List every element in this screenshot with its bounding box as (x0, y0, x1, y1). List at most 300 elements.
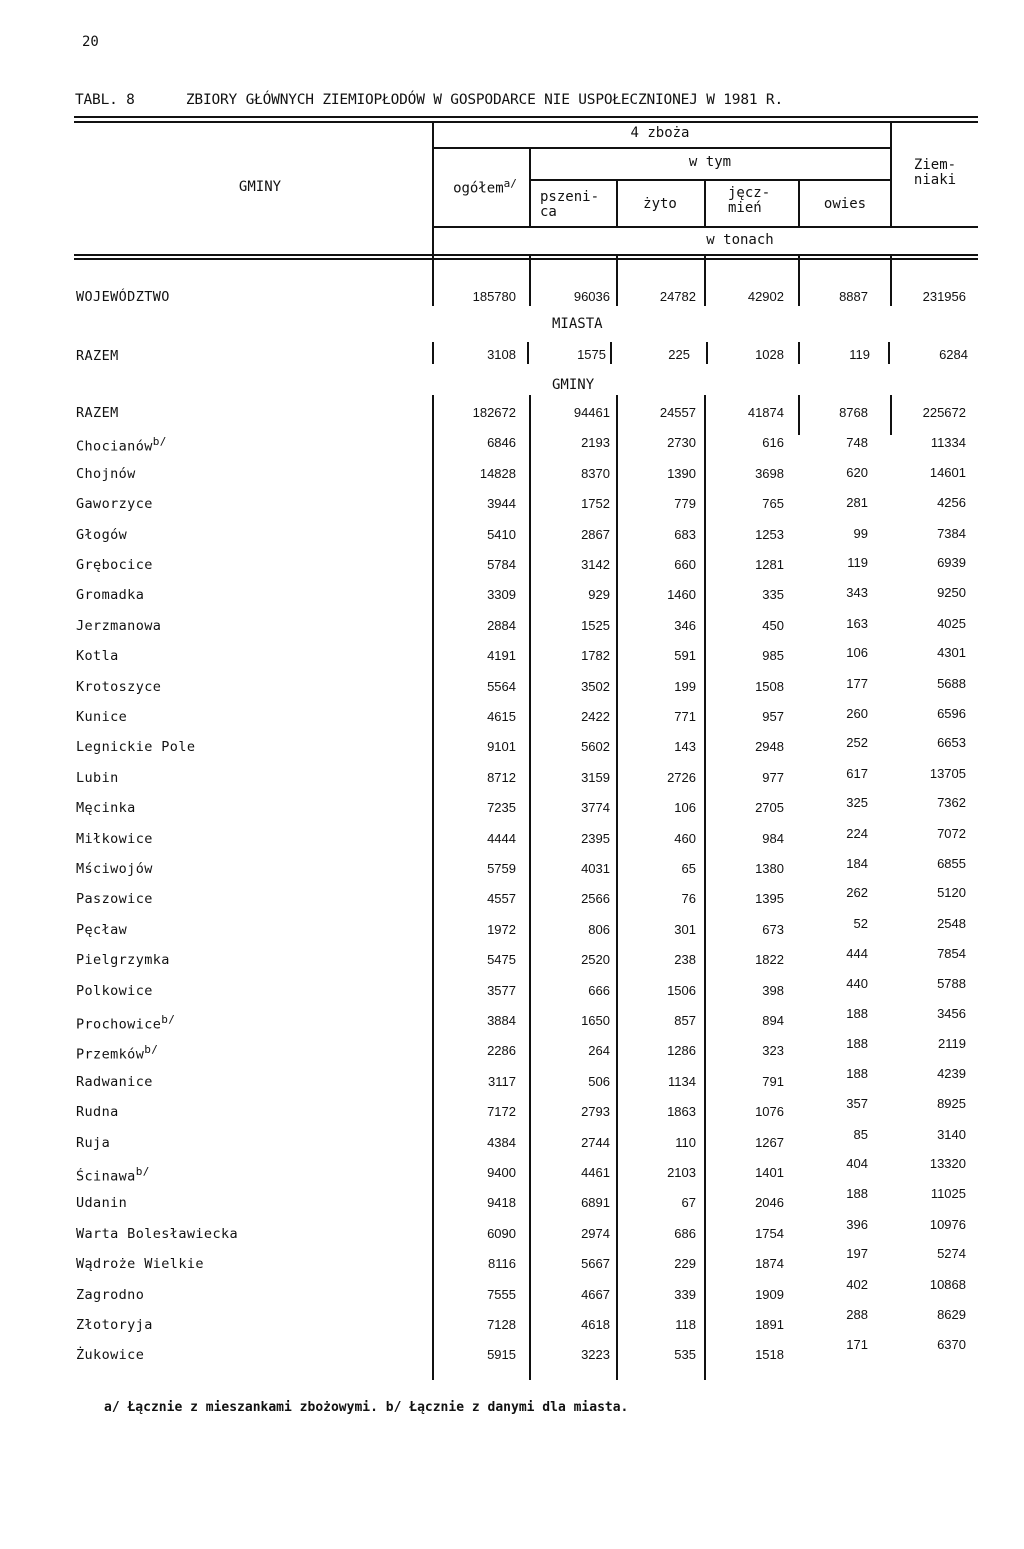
cell-pszenica: 3223 (581, 1347, 610, 1362)
cell-ziemniaki: 6939 (937, 555, 966, 571)
cell-zyto: 346 (674, 618, 696, 633)
row-name (76, 770, 119, 786)
cell-pszenica: 2793 (581, 1104, 610, 1119)
section-miasta: MIASTA (552, 316, 603, 332)
cell-zyto: 76 (681, 891, 696, 906)
row-name (76, 1135, 110, 1151)
row-name (76, 983, 153, 999)
cell-pszenica: 8370 (581, 466, 610, 481)
row-name (76, 466, 136, 482)
row-name-text: Pęcław (76, 922, 128, 938)
cell-ziemniaki: 11334 (930, 434, 966, 450)
row-name-text: Ruja (76, 1135, 111, 1151)
cell-ziemniaki: 225672 (922, 405, 966, 420)
cell-owies: 197 (846, 1246, 868, 1262)
cell-owies: 620 (846, 465, 868, 481)
page-number: 20 (82, 34, 99, 50)
cell-owies: 85 (853, 1126, 868, 1142)
cell-pszenica: 929 (588, 587, 610, 602)
cell-owies: 171 (846, 1336, 868, 1352)
cell-zyto: 2730 (667, 435, 696, 450)
cell-ogolem: 4444 (487, 831, 516, 846)
cell-pszenica: 806 (588, 922, 610, 937)
cell-zyto: 118 (675, 1317, 696, 1332)
cell-zyto: 143 (674, 739, 696, 754)
row-name-text: Ścinawa (76, 1168, 136, 1185)
row-name-text: Lubin (76, 770, 119, 786)
header-wtym-rule (531, 179, 890, 181)
row-name (76, 709, 127, 725)
cell-jeczmien: 1754 (755, 1226, 784, 1241)
row-name-text: Gromadka (76, 587, 145, 603)
header-vline-6 (890, 121, 892, 228)
cell-ogolem: 7235 (487, 800, 516, 815)
cell-ogolem: 8712 (487, 770, 516, 785)
row-name-text: Kotla (76, 648, 119, 664)
row-name (76, 405, 119, 421)
cell-zyto: 199 (674, 679, 696, 694)
cell-owies: 357 (846, 1095, 868, 1111)
miasta-pszenica: 1575 (577, 347, 606, 362)
cell-pszenica: 2566 (581, 891, 610, 906)
row-name (76, 891, 153, 907)
header-wtonach-rule (434, 226, 978, 228)
cell-owies: 8768 (839, 405, 868, 420)
row-name (76, 435, 167, 455)
cell-ziemniaki: 8629 (937, 1306, 966, 1322)
row-name-text: Prochowice (76, 1016, 162, 1033)
header-zboza-rule (434, 147, 890, 149)
cell-jeczmien: 1267 (755, 1135, 784, 1150)
row-name (76, 1287, 144, 1303)
cell-pszenica: 2867 (581, 527, 610, 542)
cell-zyto: 301 (674, 922, 696, 937)
miasta-vline-4 (706, 342, 708, 364)
cell-ogolem: 9418 (487, 1195, 516, 1210)
cell-jeczmien: 41874 (747, 405, 784, 420)
cell-ogolem: 2884 (487, 618, 516, 633)
cell-ogolem: 14828 (479, 466, 516, 481)
cell-jeczmien: 450 (762, 618, 784, 633)
cell-jeczmien: 1909 (755, 1287, 784, 1302)
cell-ziemniaki: 5688 (937, 675, 966, 691)
cell-zyto: 1134 (668, 1074, 696, 1089)
cell-ziemniaki: 5788 (937, 976, 966, 992)
wojewodztwo-zyto: 24782 (659, 289, 696, 304)
cell-owies: 106 (846, 645, 868, 661)
row-name (76, 739, 195, 755)
row-name-text: Kunice (76, 709, 128, 725)
cell-ogolem: 7128 (487, 1317, 516, 1332)
cell-pszenica: 2395 (581, 831, 610, 846)
cell-pszenica: 2520 (581, 952, 610, 967)
cell-owies: 444 (846, 945, 868, 961)
header-bottom-rule (74, 254, 978, 256)
cell-ogolem: 3309 (487, 587, 516, 602)
body-vline-2 (529, 256, 531, 306)
cell-owies: 252 (846, 735, 868, 751)
cell-ogolem: 3577 (487, 983, 516, 998)
cell-ogolem: 5564 (487, 679, 516, 694)
row-name-sup: b/ (152, 435, 167, 448)
cell-ziemniaki: 3140 (937, 1126, 966, 1142)
header-w-tym: w tym (688, 154, 732, 170)
cell-ogolem: 182672 (472, 405, 516, 420)
cell-owies: 260 (846, 705, 868, 721)
cell-ziemniaki: 3456 (937, 1006, 966, 1021)
row-name-text: Głogów (76, 527, 128, 543)
cell-pszenica: 666 (588, 983, 610, 998)
cell-owies: 617 (846, 765, 868, 781)
miasta-vline-5 (798, 342, 800, 364)
cell-owies: 188 (846, 1066, 868, 1082)
row-name (76, 587, 144, 603)
header-jeczmien: jęcz- mień (728, 185, 771, 216)
cell-zyto: 857 (674, 1013, 696, 1028)
cell-ziemniaki: 4256 (937, 494, 966, 510)
header-zyto: żyto (643, 196, 677, 212)
cell-zyto: 683 (674, 527, 696, 542)
cell-ziemniaki: 7854 (937, 945, 966, 961)
cell-zyto: 106 (674, 800, 696, 815)
cell-ziemniaki: 6653 (937, 735, 966, 751)
cell-jeczmien: 1874 (755, 1256, 784, 1271)
cell-pszenica: 1752 (581, 496, 610, 511)
cell-pszenica: 264 (588, 1043, 610, 1058)
cell-jeczmien: 616 (762, 435, 784, 450)
cell-zyto: 24557 (659, 405, 696, 420)
miasta-razem-label: RAZEM (76, 348, 119, 364)
row-name (76, 1347, 144, 1363)
cell-ziemniaki: 8925 (937, 1095, 966, 1111)
cell-pszenica: 5602 (581, 739, 610, 754)
row-name (76, 1013, 175, 1033)
header-pszenica: pszeni- ca (540, 189, 600, 220)
cell-jeczmien: 323 (762, 1043, 784, 1058)
cell-owies: 262 (846, 885, 868, 901)
cell-jeczmien: 1253 (755, 527, 784, 542)
cell-zyto: 110 (675, 1135, 696, 1150)
cell-pszenica: 2193 (581, 435, 610, 450)
cell-jeczmien: 765 (762, 496, 784, 511)
cell-owies: 188 (846, 1006, 868, 1021)
cell-ziemniaki: 5274 (937, 1246, 966, 1262)
cell-owies: 224 (846, 826, 868, 842)
body-vline-g4 (704, 395, 706, 1380)
cell-jeczmien: 2948 (755, 739, 784, 754)
cell-zyto: 1460 (667, 587, 696, 602)
row-name (76, 861, 153, 877)
cell-owies: 99 (853, 525, 868, 541)
cell-zyto: 771 (674, 709, 696, 724)
header-vline-1 (432, 121, 434, 255)
row-name-text: Radwanice (76, 1074, 153, 1090)
row-name (76, 618, 161, 634)
cell-jeczmien: 1822 (755, 952, 784, 967)
row-name (76, 496, 153, 512)
cell-owies: 188 (846, 1185, 868, 1201)
cell-pszenica: 94461 (573, 405, 610, 420)
header-ogolem-label: ogółem (453, 180, 504, 197)
cell-owies: 119 (847, 555, 868, 571)
row-name (76, 679, 161, 695)
cell-ziemniaki: 13705 (929, 765, 966, 781)
cell-owies: 396 (846, 1216, 868, 1232)
row-name (76, 831, 153, 847)
header-ogolem-sup: a/ (503, 177, 517, 190)
cell-pszenica: 4031 (581, 861, 610, 876)
cell-jeczmien: 1508 (755, 679, 784, 694)
cell-owies: 177 (846, 675, 868, 691)
cell-pszenica: 4461 (581, 1165, 610, 1180)
miasta-vline-1 (432, 342, 434, 364)
header-4-zboza: 4 zboża (630, 125, 690, 141)
cell-ogolem: 3117 (488, 1074, 516, 1089)
cell-owies: 188 (846, 1035, 868, 1051)
cell-zyto: 238 (674, 952, 696, 967)
cell-jeczmien: 791 (762, 1074, 784, 1089)
cell-zyto: 67 (681, 1195, 696, 1210)
table-title: TABL. 8 ZBIORY GŁÓWNYCH ZIEMIOPŁODÓW W GOSPODARCE NIE USPOŁECZNIONEJ W 1981 R. (75, 92, 783, 108)
cell-owies: 343 (846, 584, 868, 600)
row-name (76, 1195, 127, 1211)
cell-jeczmien: 984 (762, 831, 784, 846)
cell-ziemniaki: 7072 (937, 826, 966, 842)
header-w-tonach: w tonach (706, 232, 774, 248)
row-name-text: Chojnów (76, 466, 136, 482)
cell-owies: 184 (846, 855, 868, 871)
cell-pszenica: 3502 (581, 679, 610, 694)
cell-ziemniaki: 6855 (937, 855, 966, 871)
row-name-text: Krotoszyce (76, 679, 162, 695)
cell-pszenica: 3142 (581, 557, 610, 572)
wojewodztwo-jeczmien: 42902 (747, 289, 784, 304)
cell-ziemniaki: 6370 (937, 1336, 966, 1352)
cell-jeczmien: 1076 (755, 1104, 784, 1119)
miasta-jeczmien: 1028 (755, 347, 784, 362)
miasta-vline-3 (610, 342, 612, 364)
cell-ogolem: 4557 (487, 891, 516, 906)
header-ogolem (440, 176, 530, 197)
cell-jeczmien: 1518 (755, 1347, 784, 1362)
cell-ogolem: 7172 (487, 1104, 516, 1119)
cell-zyto: 460 (674, 831, 696, 846)
wojewodztwo-label: WOJEWÓDZTWO (76, 289, 170, 305)
row-name (76, 1104, 119, 1120)
row-name-sup: b/ (135, 1165, 150, 1178)
cell-ogolem: 5784 (487, 557, 516, 572)
header-bottom-rule-2 (74, 258, 978, 260)
body-vline-g1 (432, 395, 434, 1380)
cell-zyto: 1286 (667, 1043, 696, 1058)
cell-pszenica: 4667 (581, 1287, 610, 1302)
cell-ziemniaki: 9250 (937, 584, 966, 600)
cell-pszenica: 3774 (581, 800, 610, 815)
cell-ogolem: 4384 (487, 1135, 516, 1150)
row-name-text: Męcinka (76, 800, 136, 816)
cell-jeczmien: 1891 (755, 1317, 784, 1332)
body-vline-g2 (529, 395, 531, 1380)
cell-owies: 163 (846, 615, 868, 631)
cell-pszenica: 4618 (581, 1317, 610, 1332)
cell-ogolem: 4191 (487, 648, 516, 663)
cell-ogolem: 5759 (487, 861, 516, 876)
header-gminy: GMINY (238, 179, 282, 195)
cell-pszenica: 2422 (581, 709, 610, 724)
cell-jeczmien: 398 (762, 983, 784, 998)
cell-pszenica: 506 (588, 1074, 610, 1089)
cell-pszenica: 2974 (581, 1226, 610, 1241)
miasta-ogolem: 3108 (487, 347, 516, 362)
cell-pszenica: 6891 (581, 1195, 610, 1210)
cell-jeczmien: 673 (762, 922, 784, 937)
cell-ogolem: 1972 (487, 922, 516, 937)
row-name-text: Grębocice (76, 557, 153, 573)
cell-ziemniaki: 7384 (937, 525, 966, 541)
cell-zyto: 591 (674, 648, 696, 663)
cell-jeczmien: 977 (762, 770, 784, 785)
cell-ogolem: 7555 (487, 1287, 516, 1302)
row-name (76, 527, 127, 543)
row-name-text: Warta Bolesławiecka (76, 1226, 239, 1242)
cell-ogolem: 4615 (487, 709, 516, 724)
row-name (76, 1165, 150, 1185)
miasta-zyto: 225 (668, 347, 690, 362)
cell-zyto: 686 (674, 1226, 696, 1241)
row-name-text: Polkowice (76, 983, 153, 999)
cell-owies: 402 (846, 1276, 868, 1292)
header-top-rule (74, 116, 978, 118)
cell-ogolem: 6090 (487, 1226, 516, 1241)
cell-owies: 52 (853, 916, 868, 932)
wojewodztwo-ziemniaki: 231956 (922, 289, 966, 304)
cell-ogolem: 5410 (487, 527, 516, 542)
row-name (76, 1226, 238, 1242)
cell-owies: 288 (846, 1306, 868, 1322)
cell-zyto: 2103 (667, 1165, 696, 1180)
row-name-text: Paszowice (76, 891, 153, 907)
wojewodztwo-owies: 8887 (839, 289, 868, 304)
miasta-ziemniaki: 6284 (939, 347, 968, 362)
cell-jeczmien: 2046 (755, 1195, 784, 1210)
cell-ogolem: 3884 (487, 1013, 516, 1028)
cell-jeczmien: 1380 (755, 861, 784, 876)
row-name-text: Rudna (76, 1104, 119, 1120)
cell-owies: 404 (846, 1156, 868, 1172)
miasta-owies: 119 (849, 347, 870, 362)
cell-pszenica: 5667 (581, 1256, 610, 1271)
body-vline-4 (704, 256, 706, 306)
cell-ogolem: 9400 (487, 1165, 516, 1180)
cell-pszenica: 1650 (581, 1013, 610, 1028)
footnote: a/ Łącznie z mieszankami zbożowymi. b/ Łącznie z danymi dla miasta. (104, 1400, 629, 1415)
cell-zyto: 660 (674, 557, 696, 572)
cell-zyto: 1390 (667, 466, 696, 481)
cell-jeczmien: 1401 (755, 1165, 784, 1180)
cell-ziemniaki: 7362 (937, 795, 966, 811)
cell-owies: 325 (846, 795, 868, 811)
cell-owies: 440 (846, 976, 868, 992)
cell-ziemniaki: 4239 (937, 1066, 966, 1082)
cell-ziemniaki: 6596 (937, 705, 966, 721)
cell-pszenica: 1782 (581, 648, 610, 663)
cell-jeczmien: 1281 (755, 557, 784, 572)
row-name-text: Legnickie Pole (76, 739, 196, 755)
row-name (76, 1074, 153, 1090)
row-name (76, 1043, 158, 1063)
cell-ziemniaki: 4301 (937, 645, 966, 661)
miasta-vline-6 (888, 342, 890, 364)
cell-ogolem: 3944 (487, 496, 516, 511)
cell-jeczmien: 985 (762, 648, 784, 663)
row-name-text: Pielgrzymka (76, 952, 170, 968)
cell-ziemniaki: 2119 (938, 1035, 966, 1051)
header-top-rule-2 (74, 121, 978, 123)
row-name-text: RAZEM (76, 405, 119, 421)
cell-ziemniaki: 5120 (937, 885, 966, 901)
cell-zyto: 1506 (667, 983, 696, 998)
row-name-sup: b/ (144, 1043, 159, 1056)
header-vline-4 (704, 180, 706, 228)
miasta-vline-2 (527, 342, 529, 364)
cell-ogolem: 2286 (487, 1043, 516, 1058)
cell-jeczmien: 957 (762, 709, 784, 724)
section-gminy: GMINY (552, 377, 595, 393)
row-name-text: Złotoryja (76, 1317, 153, 1333)
row-name (76, 1256, 204, 1272)
body-vline-3 (616, 256, 618, 306)
cell-zyto: 2726 (667, 770, 696, 785)
cell-ziemniaki: 14601 (929, 465, 966, 481)
row-name-text: Miłkowice (76, 831, 153, 847)
wojewodztwo-pszenica: 96036 (573, 289, 610, 304)
cell-ogolem: 9101 (487, 739, 516, 754)
cell-ziemniaki: 4025 (937, 615, 966, 631)
body-vline-6 (890, 256, 892, 306)
cell-zyto: 65 (681, 861, 696, 876)
cell-owies: 281 (846, 494, 868, 510)
body-vline-1 (432, 256, 434, 306)
wojewodztwo-ogolem: 185780 (472, 289, 516, 304)
row-name-text: Jerzmanowa (76, 618, 162, 634)
cell-ziemniaki: 13320 (929, 1156, 966, 1172)
row-name-text: Wądroże Wielkie (76, 1256, 204, 1272)
cell-zyto: 339 (674, 1287, 696, 1302)
cell-jeczmien: 894 (762, 1013, 784, 1028)
cell-pszenica: 3159 (581, 770, 610, 785)
cell-pszenica: 2744 (581, 1135, 610, 1150)
row-name-sup: b/ (161, 1013, 176, 1026)
header-ziemniaki: Ziem- niaki (913, 157, 957, 188)
header-owies: owies (823, 196, 867, 212)
row-name (76, 922, 127, 938)
body-vline-g6 (890, 395, 892, 435)
cell-ziemniaki: 10976 (929, 1216, 966, 1232)
cell-ziemniaki: 11025 (930, 1185, 966, 1201)
cell-zyto: 229 (674, 1256, 696, 1271)
cell-jeczmien: 1395 (755, 891, 784, 906)
row-name-text: Chocianów (76, 438, 153, 455)
cell-ogolem: 6846 (487, 435, 516, 450)
row-name (76, 800, 136, 816)
cell-owies: 748 (846, 434, 868, 450)
row-name-text: Mściwojów (76, 861, 153, 877)
row-name-text: Żukowice (76, 1347, 145, 1363)
cell-ogolem: 5915 (487, 1347, 516, 1362)
row-name (76, 952, 170, 968)
cell-zyto: 779 (674, 496, 696, 511)
cell-ziemniaki: 2548 (937, 916, 966, 932)
